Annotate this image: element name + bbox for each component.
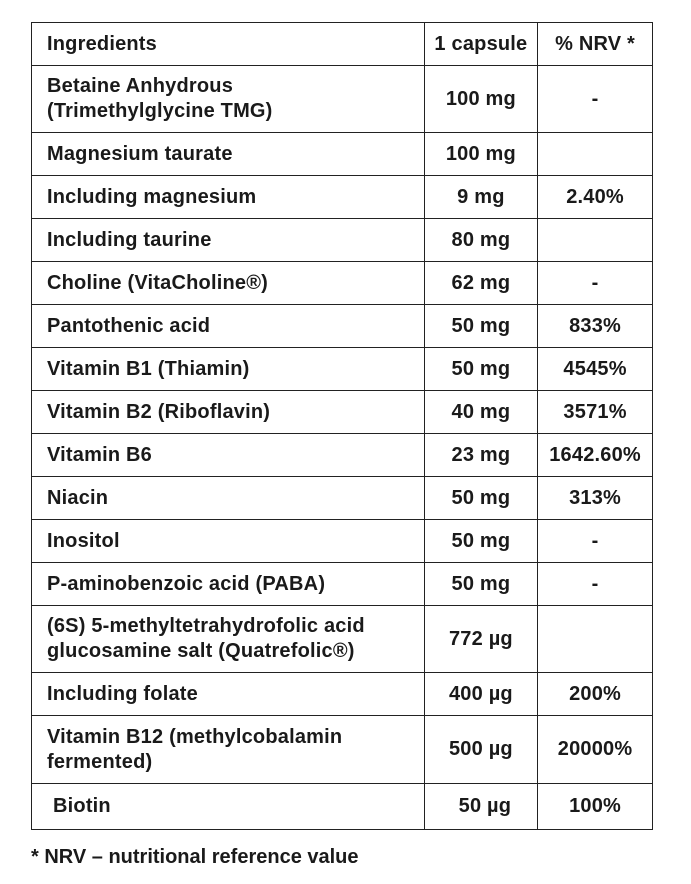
ingredient-name xyxy=(32,606,425,673)
ingredient-name-line: Betaine Anhydrous xyxy=(47,75,234,97)
ingredient-amount: 500 µg xyxy=(424,716,537,784)
ingredient-name: Choline (VitaCholine®) xyxy=(32,262,425,305)
table-row xyxy=(32,606,653,673)
ingredient-name: Vitamin B2 (Riboflavin) xyxy=(32,391,425,434)
ingredient-nrv: 313% xyxy=(538,477,653,520)
ingredient-amount: 50 mg xyxy=(424,305,537,348)
ingredient-name-line: (Trimethylglycine TMG) xyxy=(47,100,273,122)
table-row xyxy=(32,520,653,563)
ingredient-amount: 400 µg xyxy=(424,673,537,716)
ingredient-nrv: 4545% xyxy=(538,348,653,391)
ingredient-nrv xyxy=(538,133,653,176)
table-row xyxy=(32,391,653,434)
ingredient-amount: 80 mg xyxy=(424,219,537,262)
ingredient-amount: 772 µg xyxy=(424,606,537,673)
ingredient-nrv: - xyxy=(538,66,653,133)
ingredient-name: Biotin xyxy=(32,784,425,830)
ingredient-amount-text: 50 µg xyxy=(458,795,512,817)
ingredient-nrv: 200% xyxy=(538,673,653,716)
ingredient-nrv xyxy=(538,219,653,262)
ingredient-nrv xyxy=(538,606,653,673)
table-row xyxy=(32,305,653,348)
ingredient-name: Including folate xyxy=(32,673,425,716)
ingredient-name-line: Vitamin B12 (methylcobalamin xyxy=(47,725,343,748)
ingredient-amount: 50 mg xyxy=(424,563,537,606)
ingredient-amount: 100 mg xyxy=(424,133,537,176)
ingredient-name: Including taurine xyxy=(32,219,425,262)
ingredient-name: Inositol xyxy=(32,520,425,563)
table-row xyxy=(32,219,653,262)
ingredient-nrv: 1642.60% xyxy=(538,434,653,477)
ingredient-nrv: - xyxy=(538,563,653,606)
ingredient-name: Vitamin B6 xyxy=(32,434,425,477)
ingredient-nrv: 2.40% xyxy=(538,176,653,219)
table-header-row xyxy=(32,23,653,66)
ingredient-amount: 50 mg xyxy=(424,520,537,563)
table-row xyxy=(32,348,653,391)
ingredient-name: P-aminobenzoic acid (PABA) xyxy=(32,563,425,606)
table-row xyxy=(32,434,653,477)
table-row xyxy=(32,784,653,830)
ingredient-amount xyxy=(424,784,537,830)
ingredient-amount: 50 mg xyxy=(424,477,537,520)
table-row xyxy=(32,716,653,784)
ingredient-name-line: fermented) xyxy=(47,750,153,773)
ingredient-amount: 23 mg xyxy=(424,434,537,477)
ingredient-nrv: 3571% xyxy=(538,391,653,434)
table-row xyxy=(32,673,653,716)
footnote: * NRV – nutritional reference value xyxy=(31,846,359,868)
ingredient-name-line: glucosamine salt (Quatrefolic®) xyxy=(47,640,355,662)
table-row xyxy=(32,563,653,606)
ingredient-nrv: - xyxy=(538,520,653,563)
nutrition-table xyxy=(31,22,653,830)
ingredient-name: Including magnesium xyxy=(32,176,425,219)
table-row xyxy=(32,176,653,219)
ingredient-nrv: 833% xyxy=(538,305,653,348)
ingredient-nrv: - xyxy=(538,262,653,305)
table-row xyxy=(32,133,653,176)
ingredient-name: Magnesium taurate xyxy=(32,133,425,176)
ingredient-name xyxy=(32,716,425,784)
table-row xyxy=(32,66,653,133)
ingredient-nrv: 100% xyxy=(538,784,653,830)
header-ingredients: Ingredients xyxy=(32,23,425,66)
table-row xyxy=(32,262,653,305)
ingredient-name-line: (6S) 5-methyltetrahydrofolic acid xyxy=(47,615,365,637)
ingredient-name: Pantothenic acid xyxy=(32,305,425,348)
ingredient-amount: 62 mg xyxy=(424,262,537,305)
ingredient-amount: 50 mg xyxy=(424,348,537,391)
ingredient-name: Niacin xyxy=(32,477,425,520)
ingredient-amount: 9 mg xyxy=(424,176,537,219)
ingredient-nrv: 20000% xyxy=(538,716,653,784)
ingredient-amount: 40 mg xyxy=(424,391,537,434)
ingredient-name: Vitamin B1 (Thiamin) xyxy=(32,348,425,391)
table-row xyxy=(32,477,653,520)
ingredient-amount: 100 mg xyxy=(424,66,537,133)
header-nrv: % NRV * xyxy=(538,23,653,66)
ingredient-name xyxy=(32,66,425,133)
header-per-capsule: 1 capsule xyxy=(424,23,537,66)
